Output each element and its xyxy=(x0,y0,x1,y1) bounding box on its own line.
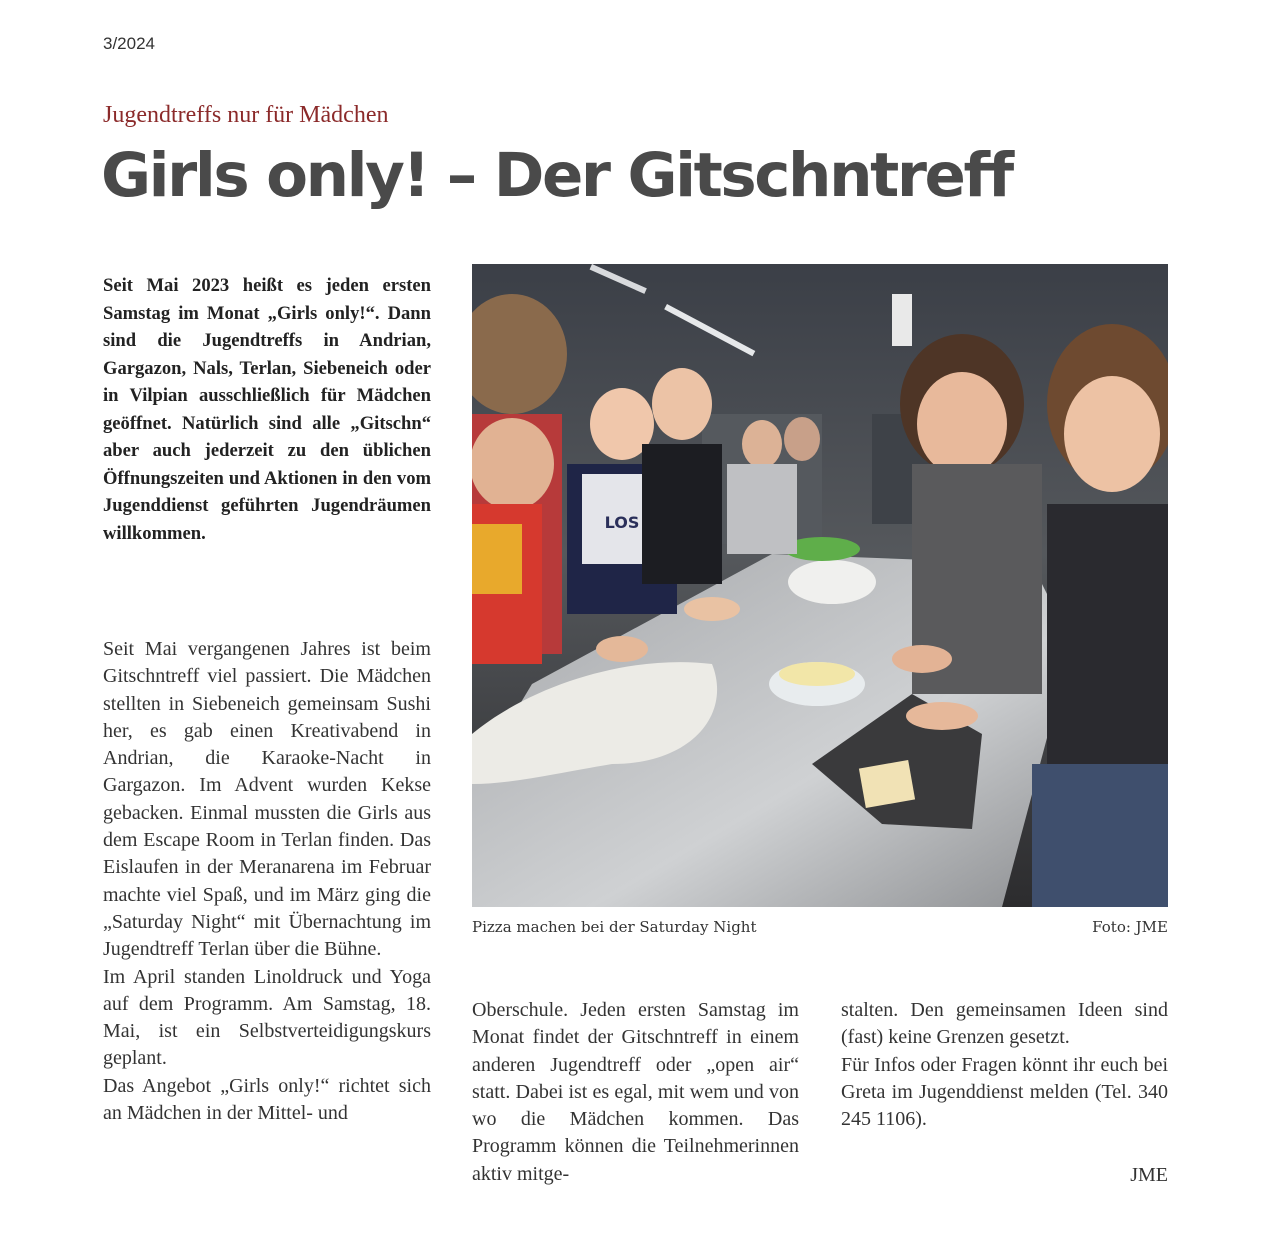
body-paragraph: Für Infos oder Fragen könnt ihr euch bei Greta im Jugenddienst melden (Tel. 340 245 1106). xyxy=(841,1053,1168,1131)
photo-caption: Pizza machen bei der Saturday Night xyxy=(472,918,757,936)
body-paragraph: Seit Mai vergangenen Jahres ist beim Gitschntreff viel passiert. Die Mädchen stellten in Siebeneich gemeinsam Sushi her, es gab einen Kreativabend in Andrian, die Karaoke-Nacht in Gargazon. Im Advent wurden Kekse gebacken. Einmal mussten die Girls aus dem Escape Room in Terlan finden. Das Eislaufen in der Meranarena im Februar machte viel Spaß, und im März ging die „Saturday Night“ mit Übernachtung im Jugendtreff Terlan über die Bühne. xyxy=(103,638,431,961)
body-column-middle xyxy=(472,997,799,1188)
body-paragraph: Das Angebot „Girls only!“ richtet sich an Mädchen in der Mittel- und xyxy=(103,1074,431,1125)
photo-credit: Foto: JME xyxy=(1092,918,1168,936)
author-signature: JME xyxy=(1130,1164,1168,1186)
body-paragraph: Im April standen Linoldruck und Yoga auf dem Programm. Am Samstag, 18. Mai, ist ein Selbstverteidigungskurs geplant. xyxy=(103,965,431,1070)
article-headline: Girls only! – Der Gitschntreff xyxy=(101,140,1012,211)
article-photo xyxy=(472,264,1168,907)
body-paragraph: Oberschule. Jeden ersten Samstag im Monat findet der Gitschntreff in einem anderen Jugendtreff oder „open air“ statt. Dabei ist es egal, mit wem und von wo die Mädchen kommen. Das Programm können die Teilnehmerinnen aktiv mitge- xyxy=(472,999,799,1185)
body-column-right xyxy=(841,997,1168,1133)
article-lead: Seit Mai 2023 heißt es jeden ersten Samstag im Monat „Girls only!“. Dann sind die Jugendtreffs in Andrian, Gargazon, Nals, Terlan, Siebeneich oder in Vilpian ausschließlich für Mädchen geöffnet. Natürlich sind alle „Gitschn“ aber auch jederzeit zu den üblichen Öffnungszeiten und Aktionen in den vom Jugenddienst geführten Jugendräumen willkommen. xyxy=(103,275,431,544)
body-paragraph: stalten. Den gemeinsamen Ideen sind (fast) keine Grenzen gesetzt. xyxy=(841,999,1168,1049)
shirt-print: LOS xyxy=(604,513,640,532)
article-kicker: Jugendtreffs nur für Mädchen xyxy=(103,102,389,128)
body-column-left xyxy=(103,636,431,1127)
issue-number: 3/2024 xyxy=(103,34,155,53)
